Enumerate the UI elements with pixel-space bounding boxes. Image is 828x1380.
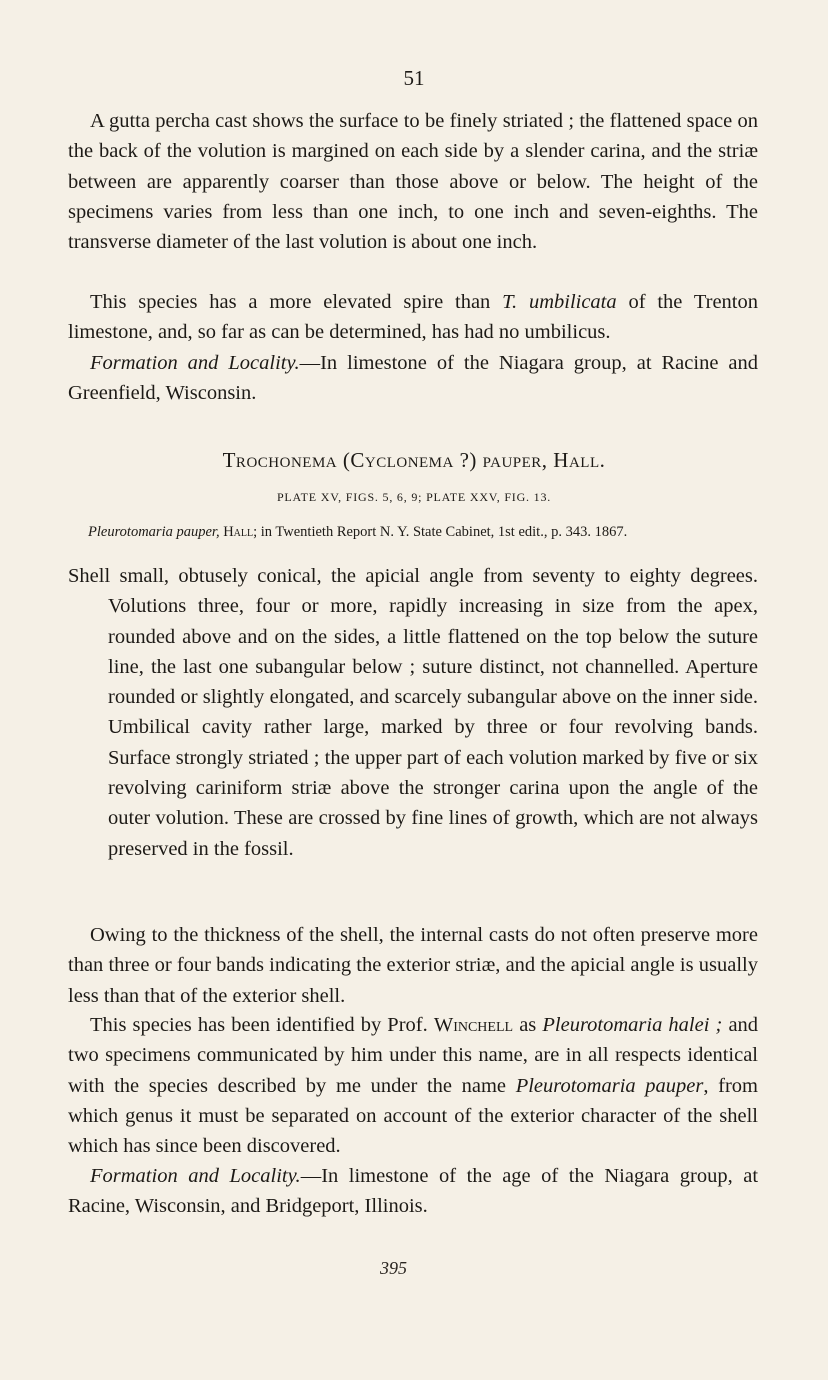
paragraph-locality-2: [68, 1161, 758, 1222]
text: as: [519, 1014, 537, 1036]
locality-label: Formation and Locality.: [90, 352, 300, 374]
locality-label: Formation and Locality.: [90, 1165, 301, 1187]
paragraph-cast: A gutta percha cast shows the surface to be finely striated ; the flattened space on the back of the volution is margined on each side by a slender carina, and the striæ between are apparently coarser than those above or below. The height of the specimens varies from less than one inch, to one inch and seven-eighths. The transverse diameter of the last volution is about one inch.: [68, 110, 758, 254]
description: Shell small, obtusely conical, the apicial angle from seventy to eighty degrees. Volutions three, four or more, rapidly increasing in size from the apex, rounded above and on the sides, a little flattened on the top below the suture line, the last one subangular below ; suture distinct, not channelled. Aperture rounded or slightly elongated, and scarcely subangular above on the inner side. Umbilical cavity rather large, marked by three or four revolving bands. Surface strongly striated ; the upper part of each volution marked by five or six revolving cariniform striæ above the stronger carina upon the angle of the outer volution. These are crossed by fine lines of growth, which are not always preserved in the fossil.: [68, 565, 758, 860]
synonym-name: Pleurotomaria pauper,: [88, 524, 220, 540]
text: of the Trenton limestone, and, so far as can be determined, has had no umbilicus.: [68, 291, 758, 344]
text: ; in Twentieth Report N. Y. State Cabinet, 1st edit., p. 343. 1867.: [253, 524, 628, 540]
text: , from which genus it must be separated on account of the exterior character of the shell which has since been discovered.: [68, 1074, 758, 1158]
paragraph-identification: [68, 1010, 758, 1161]
paragraph-locality-1: [68, 348, 758, 409]
handwritten-note: 395: [380, 1258, 407, 1278]
species-name: Pleurotomaria halei ;: [542, 1014, 723, 1036]
species-name: Pleurotomaria pauper: [515, 1074, 704, 1097]
text: and two specimens communicated by him under this name, are in all respects identical with the species described by me under the name: [68, 1014, 759, 1097]
species-name: T. umbilicata: [502, 291, 617, 313]
person-name: Winchell: [433, 1014, 514, 1036]
species-title: Trochonema (Cyclonema ?) pauper, Hall.: [222, 448, 606, 472]
plate-reference: PLATE XV, FIGS. 5, 6, 9; PLATE XXV, FIG. 13.: [276, 490, 552, 504]
page-number: 51: [403, 66, 425, 90]
synonym-author: Hall: [223, 524, 254, 540]
text: This species has a more elevated spire than: [90, 291, 491, 313]
text: —In limestone of the Niagara group, at Racine and Greenfield, Wisconsin.: [68, 352, 758, 405]
paragraph-casts: Owing to the thickness of the shell, the internal casts do not often preserve more than three or four bands indicating the exterior striæ, and the apicial angle is usually less than that of the exterior shell.: [68, 924, 758, 1007]
text: This species has been identified by Prof.: [90, 1014, 428, 1036]
paragraph-spire: [68, 287, 758, 348]
synonym-reference: [88, 524, 768, 541]
text: —In limestone of the age of the Niagara group, at Racine, Wisconsin, and Bridgeport, Illinois.: [68, 1165, 759, 1218]
